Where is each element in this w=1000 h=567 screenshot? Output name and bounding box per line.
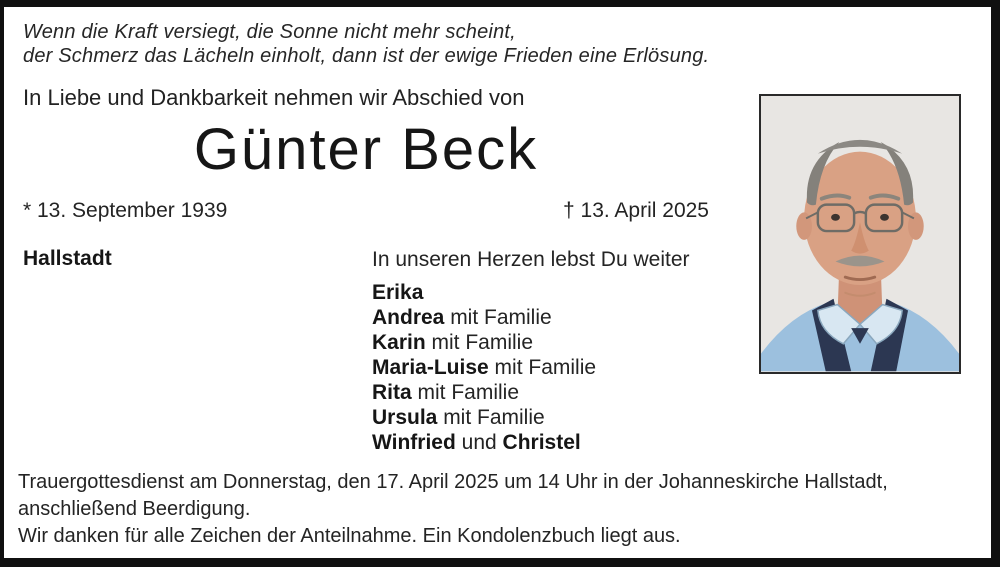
place-name: Hallstadt	[23, 247, 112, 270]
mourner-row	[372, 380, 690, 405]
opening-quote	[23, 20, 709, 68]
service-line-2: anschließend Beerdigung.	[18, 498, 251, 520]
portrait-illustration	[761, 96, 959, 372]
mourner-suffix: und	[455, 431, 503, 454]
quote-line-1: Wenn die Kraft versiegt, die Sonne nicht mehr scheint,	[23, 21, 516, 43]
portrait-photo	[759, 94, 961, 374]
thanks-line: Wir danken für alle Zeichen der Anteilnahme. Ein Kondolenzbuch liegt aus.	[18, 525, 681, 547]
mourner-row	[372, 305, 690, 330]
service-line-1: Trauergottesdienst am Donnerstag, den 17. April 2025 um 14 Uhr in der Johanneskirche Hallstadt,	[18, 471, 888, 493]
mourner-name: Andrea	[372, 306, 445, 329]
mourner-suffix: mit Familie	[488, 356, 597, 379]
mourner-suffix: mit Familie	[437, 406, 545, 429]
mourners-block	[372, 247, 690, 455]
mourner-suffix: mit Familie	[411, 381, 520, 404]
mourner-row	[372, 355, 690, 380]
service-info	[18, 469, 968, 550]
deceased-name: Günter Beck	[193, 117, 539, 182]
mourner-suffix: mit Familie	[425, 331, 534, 354]
in-hearts-line: In unseren Herzen lebst Du weiter	[372, 248, 690, 271]
mourner-name: Winfried	[372, 431, 456, 454]
mourner-name: Rita	[372, 381, 412, 404]
mourner-row	[372, 330, 690, 355]
mourner-row	[372, 430, 690, 455]
mourner-name: Ursula	[372, 406, 438, 429]
birth-date: * 13. September 1939	[23, 199, 228, 222]
mourner-row	[372, 405, 690, 430]
notice-paper	[4, 7, 991, 558]
mourner-name: Erika	[372, 281, 424, 304]
farewell-intro: In Liebe und Dankbarkeit nehmen wir Abschied von	[23, 85, 525, 110]
mourner-name-2: Christel	[502, 431, 581, 454]
mourner-name: Maria-Luise	[372, 356, 489, 379]
mourner-suffix: mit Familie	[444, 306, 552, 329]
mourner-name: Karin	[372, 331, 426, 354]
death-date: † 13. April 2025	[563, 199, 709, 222]
mourner-row	[372, 280, 690, 305]
life-dates	[23, 199, 709, 223]
quote-line-2: der Schmerz das Lächeln einholt, dann ist der ewige Frieden eine Erlösung.	[23, 45, 710, 67]
